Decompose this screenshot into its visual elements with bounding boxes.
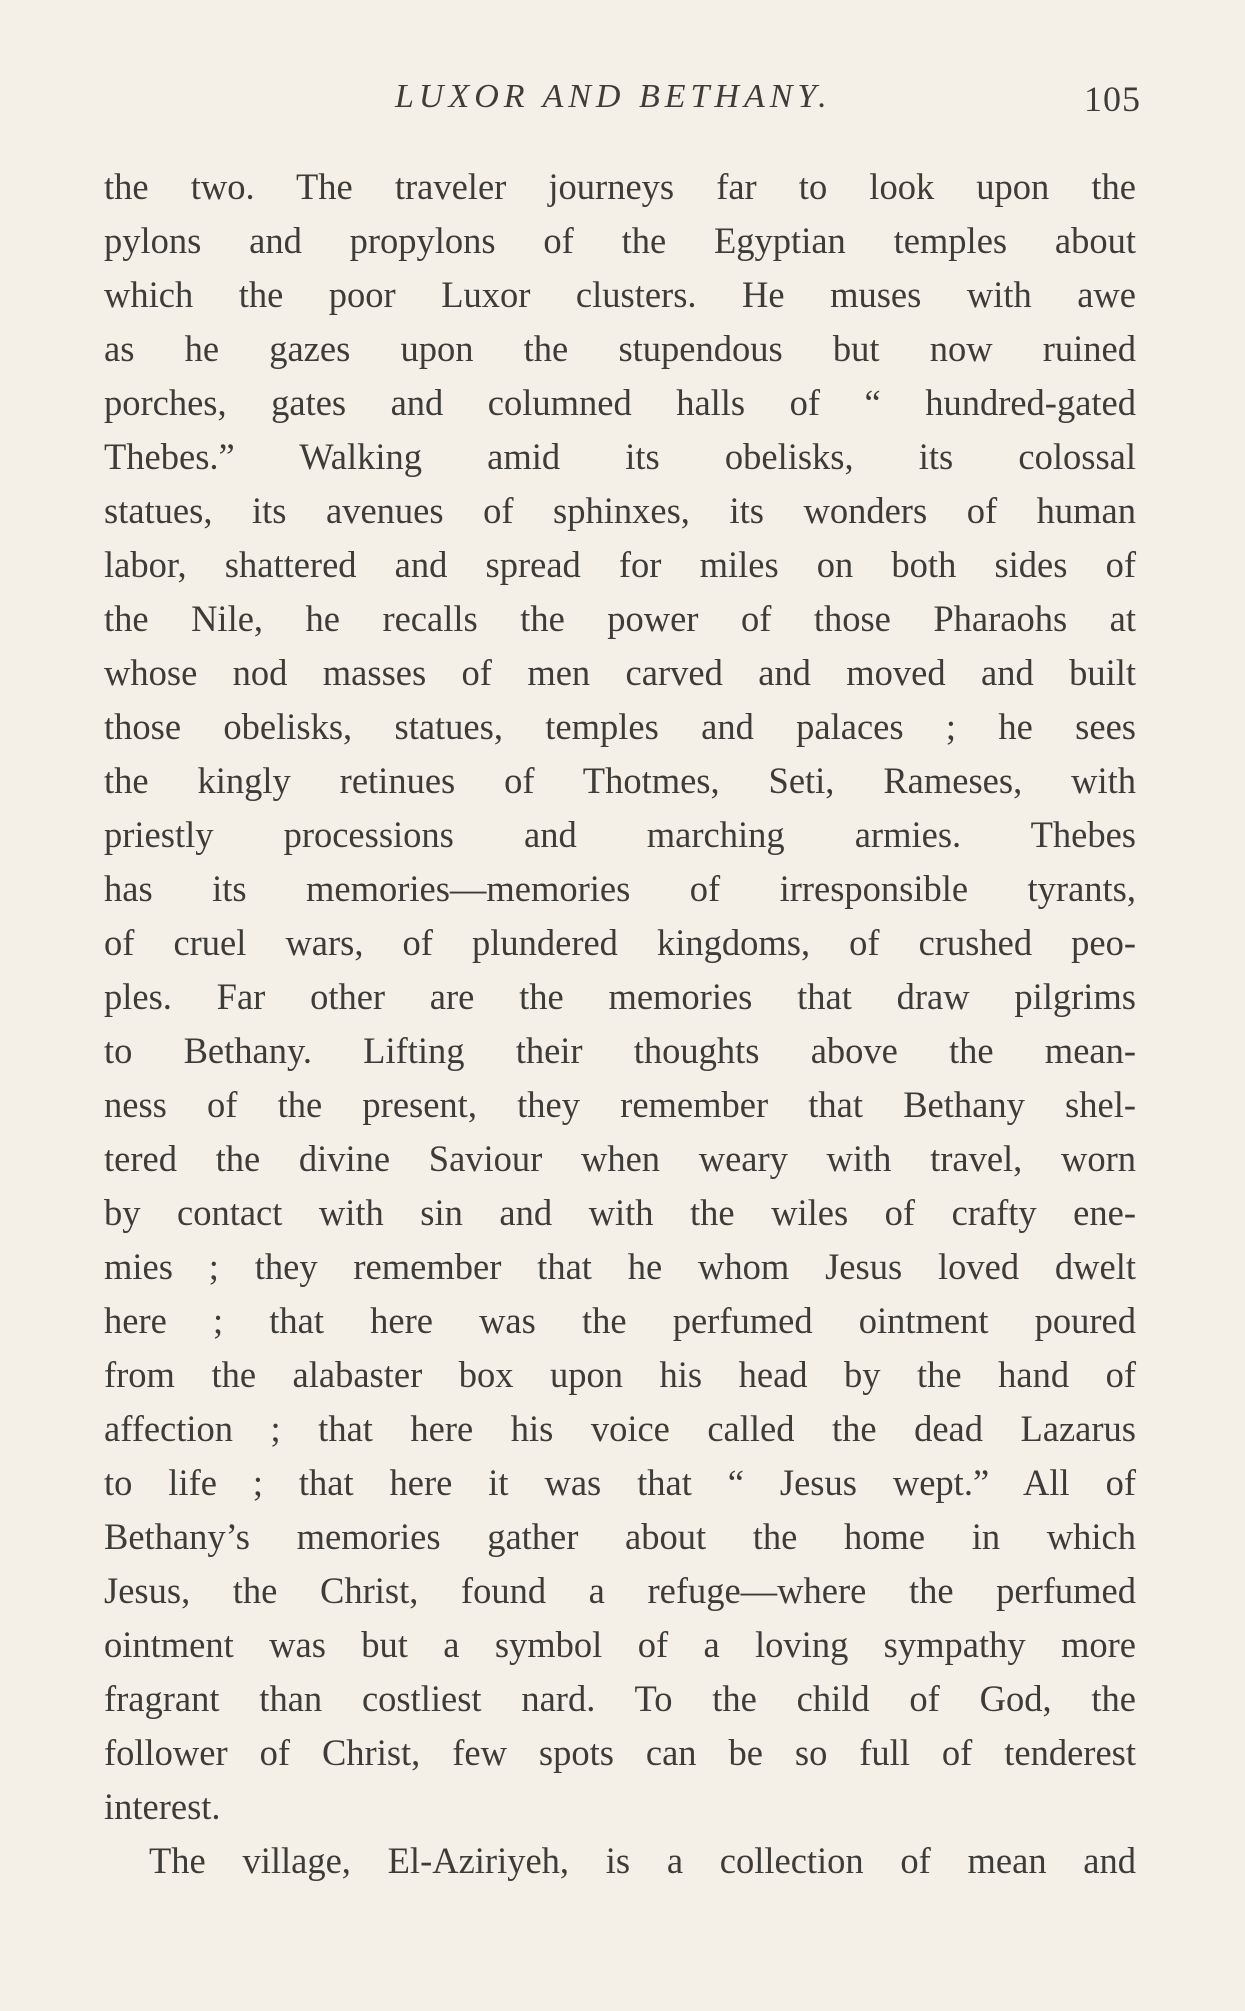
- text-line: ness of the present, they remember that Bethany shel-: [104, 1084, 1136, 1125]
- text-line: to Bethany. Lifting their thoughts above the mean-: [104, 1030, 1136, 1071]
- text-line: by contact with sin and with the wiles of crafty ene-: [104, 1192, 1136, 1233]
- text-line: those obelisks, statues, temples and palaces ; he sees: [104, 706, 1136, 747]
- text-line: here ; that here was the perfumed ointment poured: [104, 1300, 1136, 1341]
- text-line: the kingly retinues of Thotmes, Seti, Rameses, with: [104, 760, 1136, 801]
- text-line: the two. The traveler journeys far to look upon the: [104, 166, 1136, 207]
- text-line: as he gazes upon the stupendous but now ruined: [104, 328, 1136, 369]
- text-line: Bethany’s memories gather about the home in which: [104, 1516, 1136, 1557]
- text-line: affection ; that here his voice called the dead Lazarus: [104, 1408, 1136, 1449]
- paragraph-start-line: The village, El-Aziriyeh, is a collection of mean and: [149, 1840, 1136, 1881]
- text-line: of cruel wars, of plundered kingdoms, of crushed peo-: [104, 922, 1136, 963]
- text-line: whose nod masses of men carved and moved and built: [104, 652, 1136, 693]
- text-line: to life ; that here it was that “ Jesus wept.” All of: [104, 1462, 1136, 1503]
- text-line: priestly processions and marching armies. Thebes: [104, 814, 1136, 855]
- text-line: statues, its avenues of sphinxes, its wonders of human: [104, 490, 1136, 531]
- text-line: fragrant than costliest nard. To the child of God, the: [104, 1678, 1136, 1719]
- text-line: the Nile, he recalls the power of those Pharaohs at: [104, 598, 1136, 639]
- text-line: Jesus, the Christ, found a refuge—where the perfumed: [104, 1570, 1136, 1611]
- running-head: [0, 78, 1245, 128]
- text-line: tered the divine Saviour when weary with travel, worn: [104, 1138, 1136, 1179]
- running-title: LUXOR AND BETHANY.: [395, 78, 832, 115]
- text-line: ples. Far other are the memories that draw pilgrims: [104, 976, 1136, 1017]
- text-line: has its memories—memories of irresponsible tyrants,: [104, 868, 1136, 909]
- body-text: [104, 160, 1136, 1888]
- page-number: 105: [1084, 79, 1141, 119]
- text-line: porches, gates and columned halls of “ hundred-gated: [104, 382, 1136, 423]
- paragraph-end-line: interest.: [104, 1786, 221, 1827]
- text-line: pylons and propylons of the Egyptian temples about: [104, 220, 1136, 261]
- text-line: Thebes.” Walking amid its obelisks, its colossal: [104, 436, 1136, 477]
- text-line: ointment was but a symbol of a loving sympathy more: [104, 1624, 1136, 1665]
- text-line: mies ; they remember that he whom Jesus loved dwelt: [104, 1246, 1136, 1287]
- text-line: which the poor Luxor clusters. He muses with awe: [104, 274, 1136, 315]
- text-line: labor, shattered and spread for miles on both sides of: [104, 544, 1136, 585]
- text-line: from the alabaster box upon his head by the hand of: [104, 1354, 1136, 1395]
- text-line: follower of Christ, few spots can be so full of tenderest: [104, 1732, 1136, 1773]
